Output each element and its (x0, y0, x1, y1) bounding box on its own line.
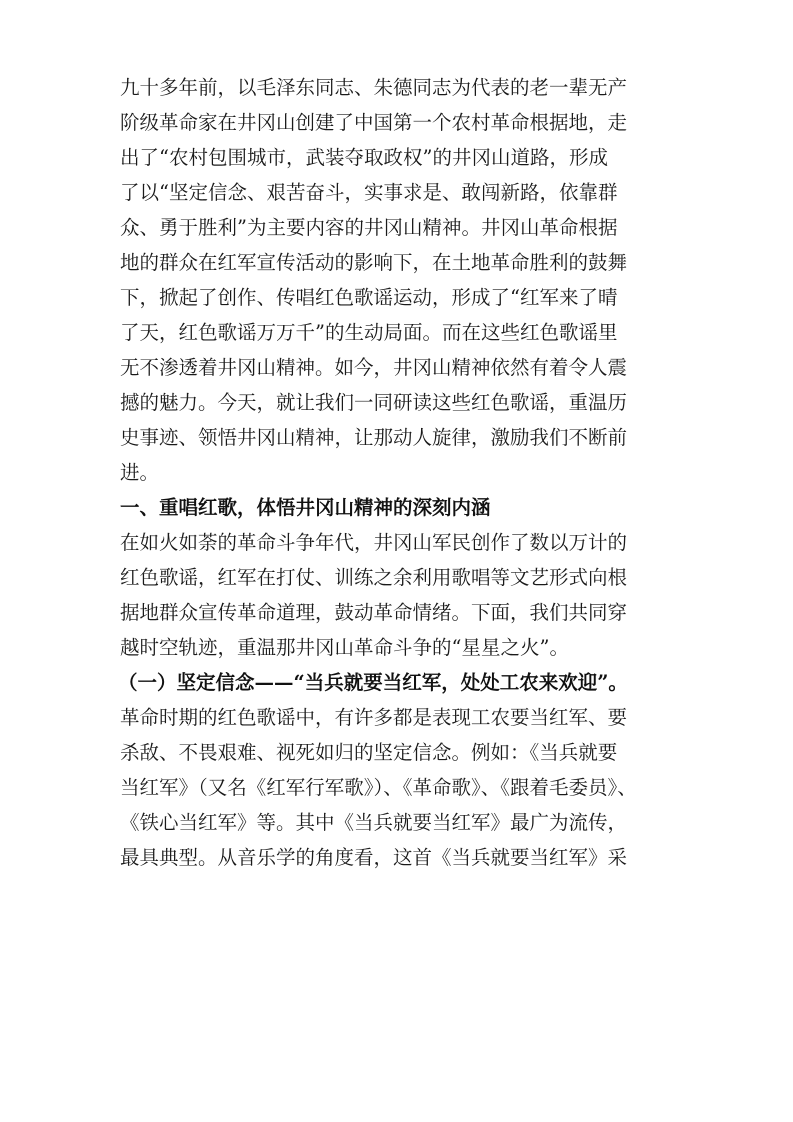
subsection-heading: （一）坚定信念——“当兵就要当红军，处处工农来欢迎”。 (118, 671, 628, 694)
paragraph-line: 史事迹、领悟井冈山精神，让那动人旋律，激励我们不断前 (120, 426, 628, 449)
paragraph-line: 《铁心当红军》等。其中《当兵就要当红军》最广为流传， (120, 811, 628, 834)
paragraph-line: 无不渗透着井冈山精神。如今，井冈山精神依然有着令人震 (120, 356, 628, 379)
paragraph-line: 杀敌、不畏艰难、视死如归的坚定信念。例如：《当兵就要 (120, 741, 618, 764)
paragraph-line: 出了“农村包围城市，武装夺取政权”的井冈山道路，形成 (120, 146, 608, 169)
paragraph-line: 据地群众宣传革命道理，鼓动革命情绪。下面，我们共同穿 (120, 601, 628, 624)
paragraph-line: 进。 (120, 461, 160, 484)
paragraph-line: 了以“坚定信念、艰苦奋斗，实事求是、敢闯新路，依靠群 (120, 181, 618, 204)
paragraph-line: 红色歌谣，红军在打仗、训练之余利用歌唱等文艺形式向根 (120, 566, 628, 589)
paragraph-line: 革命时期的红色歌谣中，有许多都是表现工农要当红军、要 (120, 706, 628, 729)
paragraph-line: 最具典型。从音乐学的角度看，这首《当兵就要当红军》采 (120, 846, 628, 869)
paragraph-line: 下，掀起了创作、传唱红色歌谣运动，形成了“红军来了晴 (120, 286, 618, 309)
paragraph-line: 撼的魅力。今天，就让我们一同研读这些红色歌谣，重温历 (120, 391, 628, 414)
paragraph-line: 地的群众在红军宣传活动的影响下，在土地革命胜利的鼓舞 (120, 251, 628, 274)
paragraph-line: 九十多年前，以毛泽东同志、朱德同志为代表的老一辈无产 (120, 76, 628, 99)
paragraph-line: 在如火如荼的革命斗争年代，井冈山军民创作了数以万计的 (120, 531, 628, 554)
paragraph-line: 众、勇于胜利”为主要内容的井冈山精神。井冈山革命根据 (120, 216, 618, 239)
paragraph-line: 阶级革命家在井冈山创建了中国第一个农村革命根据地，走 (120, 111, 628, 134)
paragraph-line: 越时空轨迹，重温那井冈山革命斗争的“星星之火”。 (120, 636, 569, 659)
section-heading: 一、重唱红歌，体悟井冈山精神的深刻内涵 (120, 496, 491, 519)
paragraph-line: 了天，红色歌谣万万千”的生动局面。而在这些红色歌谣里 (120, 321, 618, 344)
paragraph-line: 当红军》（又名《红军行军歌》）、《革命歌》、《跟着毛委员》、 (120, 776, 637, 799)
